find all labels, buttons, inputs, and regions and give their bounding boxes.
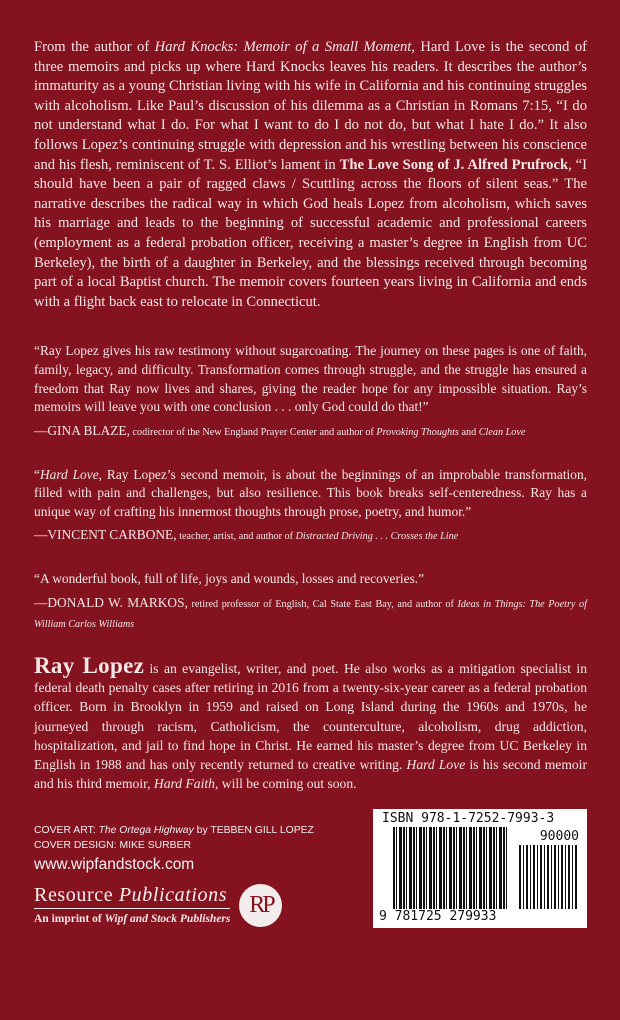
role: codirector of the New England Prayer Center and author of	[129, 426, 377, 438]
poem-title: The Love Song of J. Alfred Prufrock	[339, 156, 569, 173]
publisher-imprint-row	[34, 883, 364, 927]
work: Distracted Driving . . . Crosses the Line	[295, 531, 459, 543]
artist: by TEBBEN GILL LOPEZ	[193, 825, 314, 837]
parent-publisher: Wipf and Stock Publishers	[104, 913, 231, 926]
book-title: Hard Faith	[153, 776, 215, 792]
work: Ideas in Things: The Poetry of William Carlos Williams	[34, 599, 587, 631]
publisher-name: Resource	[34, 884, 119, 907]
role: teacher, artist, and author of	[176, 531, 296, 543]
art-title: The Ortega Highway	[98, 825, 194, 837]
barcode-bars	[393, 827, 509, 909]
endorsement	[34, 466, 587, 547]
author: —DONALD W. MARKOS,	[34, 595, 188, 611]
cover-art-credit	[34, 823, 364, 838]
quote-text	[34, 466, 587, 522]
quote-text: “Ray Lopez gives his raw testimony without sugarcoating. The journey on these pages is one of faith, family, legacy, and difficulty. Transformation comes through struggle, and the struggle has ensured a freedom that Ray now lives and shares, giving the reader hope for any impossible situation. Ray’s memoirs will leave you with one conclusion . . . only God could do that!”	[34, 343, 587, 415]
publisher-logo: RP	[239, 884, 282, 927]
attribution	[34, 422, 587, 442]
book-title: Hard Knocks: Memoir of a Small Moment	[154, 39, 412, 55]
text: is an evangelist, writer, and poet. He also works as a mitigation specialist in federal death penalty cases after retiring in 2016 from a twenty-six-year career as a federal probation officer. Born in Brooklyn in 1959 and raised on Long Island during the 1960s and 1970s, he journeyed through racism, Catholicism, the counterculture, alcoholism, drug addiction, hospitalization, and jail to find hope in Christ. He earned his master’s degree from UC Berkeley in English in 1988 and has only recently returned to creative writing.	[34, 661, 588, 773]
barcode-addon-bars	[519, 845, 579, 909]
text: and	[458, 426, 479, 438]
text: , Hard Love is the second of three memoirs and picks up where Hard Knocks leaves his readers. It describes the author’s immaturity as a young Christian living with his wife in California and his continuing struggles with alcoholism. Like Paul’s discussion of his dilemma as a Christian in Romans 7:15, “I do not understand what I do. For what I want to do I do not do, but what I hate I do.” It also follows Lopez’s continuing struggle with depression and his wrestling between his conscience and his flesh, reminiscent of T. S. Elliot’s lament in	[34, 39, 587, 173]
endorsement	[34, 342, 587, 441]
text: , Ray Lopez’s second memoir, is about the beginnings of an improbable transformation, filled with pain and challenges, but also resilience. This book breaks self-centeredness. Ray has a unique way of crafting his innermost thoughts through prose, poetry, and humor.”	[34, 466, 588, 519]
author-name: Ray Lopez	[34, 653, 145, 679]
author-bio	[34, 653, 588, 793]
bottom-section	[34, 809, 587, 928]
quote-text: “A wonderful book, full of life, joys and wounds, losses and recoveries.”	[34, 571, 425, 587]
isbn-text: ISBN 978-1-7252-7993-3	[382, 811, 555, 827]
isbn-barcode	[373, 809, 587, 928]
text: “	[34, 466, 40, 482]
publisher-url[interactable]: www.wipfandstock.com	[34, 856, 195, 874]
barcode-number: 9 781725 279933	[379, 909, 497, 925]
author: —GINA BLAZE,	[34, 422, 130, 438]
label: COVER ART:	[34, 825, 99, 837]
publisher-name: Publications	[118, 884, 228, 907]
publisher-imprint	[34, 883, 230, 927]
text: From the author of	[34, 39, 155, 55]
attribution	[34, 526, 587, 546]
text: is his second memoir and his third memoir,	[34, 757, 587, 792]
role: retired professor of English, Cal State East Bay, and author of	[187, 599, 458, 611]
book-title: Hard Love	[39, 466, 99, 482]
attribution	[34, 594, 587, 634]
text: An imprint of	[34, 913, 105, 926]
endorsement	[34, 570, 587, 634]
text: , will be coming out soon.	[214, 776, 357, 792]
barcode-addon	[519, 829, 579, 909]
barcode-body	[373, 827, 587, 909]
description-paragraph	[34, 38, 587, 312]
author: —VINCENT CARBONE,	[34, 527, 177, 543]
credits-block	[34, 809, 364, 927]
work: Clean Love	[478, 426, 526, 438]
text: , “I should have been a pair of ragged claws / Scuttling across the floors of silent seas.” The narrative describes the radical way in which God heals Lopez from alcoholism, which saves his marriage and leads to the beginning of successful academic and professional careers (employment as a federal probation officer, receiving a master’s degree in English from UC Berkeley), the birth of a daughter in Berkeley, and the blessings received through becoming part of a local Baptist church. The memoir covers fourteen years living in California and ends with a flight back east to relocate in Connecticut.	[34, 156, 587, 310]
price-code: 90000	[539, 829, 579, 845]
cover-design-credit: COVER DESIGN: MIKE SURBER	[34, 840, 192, 852]
work: Provoking Thoughts	[376, 426, 459, 438]
book-title: Hard Love	[406, 757, 466, 773]
